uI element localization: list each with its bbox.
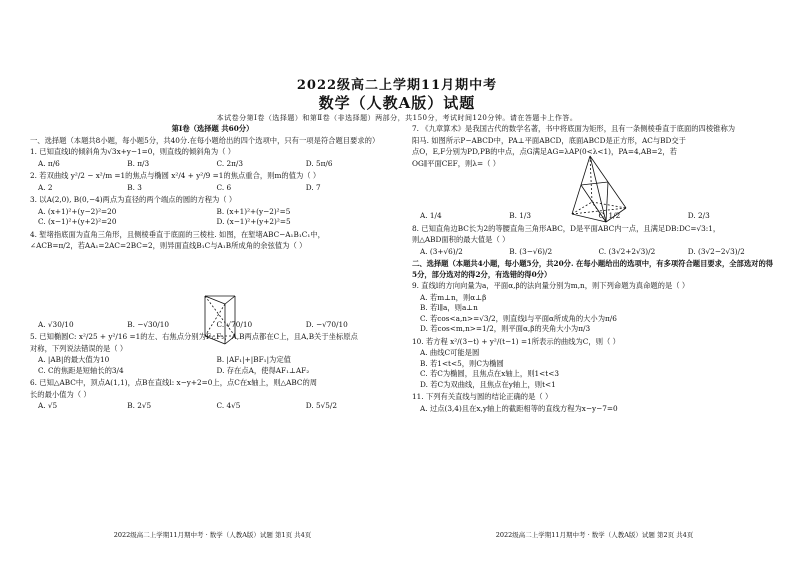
question-7-cont-1: 阳马. 如图所示P−ABCD中，PA⊥平面ABCD，底面ABCD是正方形，AC与BD交于 [412, 135, 686, 145]
option: A. 2 [38, 182, 53, 192]
question-5: 5. 已知椭圆C: x²/25 + y²/16 =1的左、右焦点分别为F₁,F₂，A,B两点都在C上，且A,B关于坐标原点 [30, 332, 358, 341]
option: B. 3 [127, 182, 142, 192]
question-1-options [38, 159, 395, 170]
option: A. 过点(3,4)且在x,y轴上的截距相等的直线方程为x−y−7=0 [420, 403, 618, 413]
option: C. 若C为椭圆，且焦点在x轴上，则1<t<3 [420, 369, 559, 378]
question-8-cont: 则△ABD面积的最大值是（ ） [412, 235, 510, 244]
option: D. −√70/10 [305, 319, 348, 329]
exam-subtitle: 数学（人教A版）试题 [318, 94, 476, 112]
question-5-options [38, 355, 395, 376]
page-footer-left: 2022级高二上学期11月期中考 · 数学（人教A版）试题 第1页 共4页 [113, 531, 312, 539]
option: A. |AB|的最大值为10 [38, 355, 110, 364]
option: D. 若cos<m,n>=1/2，则平面α,β的夹角大小为π/3 [420, 324, 591, 333]
option: C. 1/2 [598, 211, 621, 220]
question-11: 11. 下列有关直线与圆的结论正确的是（ ） [412, 392, 553, 401]
option: B. 2√5 [127, 401, 152, 410]
question-9: 9. 直线l的方向向量为a，平面α,β的法向量分别为m,n，则下列命题为真命题的是（ ） [412, 281, 690, 290]
pyramid-figure [560, 152, 640, 228]
question-7: 7. 《九章算术》是我国古代的数学名著，书中将底面为矩形，且有一条侧棱垂直于底面的四棱锥称为 [412, 124, 736, 133]
question-10-options [420, 348, 777, 390]
question-8: 8. 已知直角边BC长为2的等腰直角三角形ABC，D是平面ABC内一点，且满足DB:DC=√3:1， [412, 223, 721, 233]
option: B. 1/3 [509, 211, 531, 220]
option: C. (x−1)²+(y+2)²=20 [38, 217, 117, 226]
option: B. (3−√6)/2 [509, 246, 553, 256]
option: D. 存在点A，使得AF₁⊥AF₂ [216, 365, 310, 375]
option: C. (3√2+2√3)/2 [598, 246, 656, 256]
option: C. √70/10 [216, 319, 253, 329]
option: A. (3+√6)/2 [420, 246, 463, 256]
exam-instructions: 本试卷分第Ⅰ卷（选择题）和第Ⅱ卷（非选择题）两部分，共150分，考试时间120分钟。请在答题卡上作答。 [216, 114, 578, 122]
option: A. 曲线C可能是圆 [420, 348, 480, 357]
option: A. √30/10 [38, 319, 74, 329]
part-heading: 一、选择题（本题共8小题，每小题5分，共40分.在每小题给出的四个选项中，只有一项是符合题目要求的） [30, 135, 380, 145]
option: C. 4√5 [216, 401, 241, 410]
option: A. π/6 [38, 158, 60, 168]
section-heading: 第Ⅰ卷（选择题 共60分） [171, 124, 254, 133]
option: D. (x−1)²+(y+2)²=5 [216, 217, 291, 226]
option: C. 2π/3 [216, 158, 244, 168]
question-1: 1. 已知直线l的倾斜角为√3x+y−1=0，则直线的倾斜角为（ ） [30, 147, 236, 156]
question-2-options [38, 183, 395, 194]
question-11-options [420, 404, 777, 415]
option: D. 7 [305, 182, 321, 192]
option: B. (x+1)²+(y−2)²=5 [216, 206, 291, 216]
option: C. 若cos<a,n>=√3/2，则直线l与平面α所成角的大小为π/6 [420, 313, 617, 323]
option: D. 2/3 [687, 211, 710, 220]
option: B. 若l∥a，则a⊥n [420, 303, 478, 312]
question-6-cont: 长的最小值为（ ） [30, 389, 91, 399]
option: D. 5√5/2 [305, 401, 338, 410]
option: B. 若1<t<5，则C为椭圆 [420, 358, 504, 368]
option: D. 若C为双曲线，且焦点在y轴上，则t<1 [420, 379, 556, 389]
option: C. C的焦距是短轴长的3/4 [38, 365, 124, 375]
option: A. 若m⊥n，则α⊥β [420, 292, 487, 302]
question-4-cont: ∠ACB=π/2，若AA₁=2AC=2BC=2，则异面直线B₁C与A₁B所成角的余弦值为（ ） [30, 241, 307, 250]
page-footer-right: 2022级高二上学期11月期中考 · 数学（人教A版）试题 第2页 共4页 [495, 531, 694, 539]
question-8-options [420, 247, 777, 258]
question-7-cont-3: OG∥平面CEF，则λ=（ ） [412, 158, 500, 168]
question-9-options [420, 293, 777, 335]
option: B. −√30/10 [127, 319, 170, 329]
exam-title: 2022级高二上学期11月期中考 [296, 78, 498, 93]
part-heading-2: 二、选择题（本题共4小题，每小题5分，共20分. 在每小题给出的选项中，有多项符合题目要求，全部选对的得5分，部分选对的得2分，有选错的得0分） [412, 259, 774, 279]
question-6: 6. 已知△ABC中，顶点A(1,1)，点B在直线l: x−y+2=0上，点C在x轴上，则△ABC的周 [30, 378, 318, 387]
option: D. (3√2−2√3)/2 [687, 246, 745, 256]
question-3: 3. 以A(2,0), B(0,−4)两点为直径的两个端点的圆的方程为（ ） [30, 195, 237, 204]
question-2: 2. 若双曲线 y²/2 − x²/m =1的焦点与椭圆 x²/4 + y²/9 =1的焦点重合，则m的值为（ ） [30, 171, 321, 180]
option: A. 1/4 [420, 211, 442, 220]
option: D. 5π/6 [305, 158, 333, 168]
question-5-cont: 对称，下列说法错误的是（ ） [30, 343, 128, 353]
option: B. π/3 [127, 158, 150, 168]
question-3-options [38, 207, 395, 228]
question-4: 4. 堑堵指底面为直角三角形，且侧棱垂直于底面的三棱柱. 如图，在堑堵ABC−A₁B₁C₁中， [30, 229, 325, 239]
prism-figure [195, 288, 255, 350]
question-6-options [38, 401, 395, 412]
option: C. 6 [216, 182, 232, 192]
left-column [30, 123, 395, 414]
question-7-cont-2: 点O，E,F分别为PD,PB的中点，点G满足AG=λAP(0<λ<1)，PA=4,AB=2，若 [412, 147, 677, 156]
option: A. (x+1)²+(y−2)²=20 [38, 206, 117, 216]
option: A. √5 [38, 401, 58, 410]
option: B. |AF₁|+|BF₁|为定值 [216, 355, 291, 364]
question-10: 10. 若方程 x²/(3−t) + y²/(t−1) =1所表示的曲线为C，则（ ） [412, 336, 620, 346]
